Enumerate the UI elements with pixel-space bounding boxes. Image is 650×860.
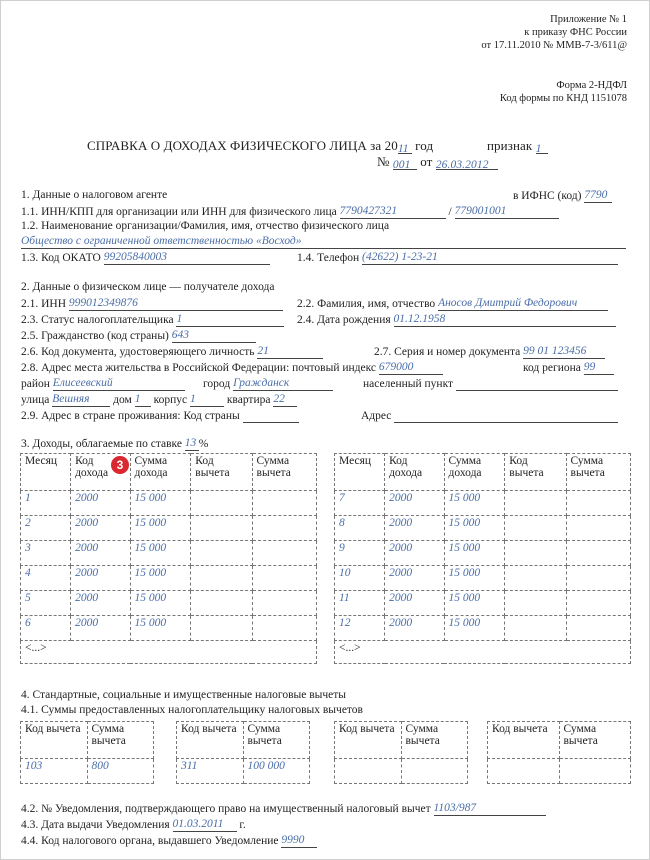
table-cell: 11 xyxy=(335,591,385,616)
citizen-value: 643 xyxy=(171,329,190,341)
form-name: Форма 2-НДФЛ xyxy=(556,80,627,91)
notice-org-row xyxy=(21,834,317,848)
table-row xyxy=(335,491,631,516)
deduction-cell: 100 000 xyxy=(243,759,310,784)
deduction-header-row xyxy=(177,722,310,759)
step-badge: 3 xyxy=(111,456,129,474)
region-row xyxy=(523,361,614,375)
table-cell xyxy=(252,491,316,516)
status-row xyxy=(21,313,284,327)
deduction-cell: 311 xyxy=(177,759,244,784)
table-cell: 15 000 xyxy=(444,541,505,566)
s1-ifns xyxy=(513,189,612,203)
table-cell: 10 xyxy=(335,566,385,591)
table-cell: 2000 xyxy=(71,616,130,641)
table-cell: 3 xyxy=(21,541,71,566)
appendix-line-2: к приказу ФНС России xyxy=(524,27,627,38)
table-cell: 5 xyxy=(21,591,71,616)
form-knd: Код формы по КНД 1151078 xyxy=(499,93,627,104)
table-header-row xyxy=(335,454,631,491)
s4-header: 4. Стандартные, социальные и имущественные налоговые вычеты xyxy=(21,689,346,701)
s2-inn-label: 2.1. ИНН xyxy=(21,298,67,310)
table-ellipsis-row xyxy=(335,641,631,664)
kpp-value: 779001001 xyxy=(454,205,507,217)
fio-row xyxy=(297,297,608,311)
street-value: Вешняя xyxy=(52,393,90,405)
table-cell: 15 000 xyxy=(130,541,191,566)
table-cell: 2000 xyxy=(71,491,130,516)
foreign-row xyxy=(21,409,299,423)
city-row xyxy=(203,377,333,391)
table-row xyxy=(335,541,631,566)
table-cell xyxy=(566,616,630,641)
s2-inn-row xyxy=(21,297,283,311)
rate-value: 13 xyxy=(184,437,197,449)
deduction-cell xyxy=(559,759,631,784)
addr-row xyxy=(21,361,443,375)
column-header: Сумма дохода xyxy=(130,454,191,491)
deduction-row xyxy=(488,759,631,784)
income-table-left xyxy=(20,453,317,664)
okato-value: 99205840003 xyxy=(103,251,167,263)
okato-label: 1.3. Код ОКАТО xyxy=(21,252,101,264)
docser-label: 2.7. Серия и номер документа xyxy=(374,346,521,358)
zip-value: 679000 xyxy=(378,361,414,373)
okato-row xyxy=(21,251,270,265)
deduction-cell xyxy=(401,759,468,784)
notice-date-value: 01.03.2011 xyxy=(172,818,224,830)
title-year: 11 xyxy=(397,143,409,155)
title-text: СПРАВКА О ДОХОДАХ ФИЗИЧЕСКОГО ЛИЦА за 20 xyxy=(87,138,398,153)
house-value: 1 xyxy=(134,393,141,405)
dob-row xyxy=(297,313,616,327)
table-row xyxy=(21,616,317,641)
table-cell xyxy=(566,516,630,541)
table-cell: 15 000 xyxy=(130,491,191,516)
table-cell: 15 000 xyxy=(444,616,505,641)
table-cell: 12 xyxy=(335,616,385,641)
table-cell: 9 xyxy=(335,541,385,566)
settlement-row xyxy=(363,377,618,391)
foreign-addr-label: Адрес xyxy=(361,410,392,422)
table-row xyxy=(335,516,631,541)
table-cell: 15 000 xyxy=(130,516,191,541)
appendix-block xyxy=(481,13,627,52)
deduction-column-header: Сумма вычета xyxy=(401,722,468,759)
column-header: Код вычета xyxy=(505,454,566,491)
s1-header: 1. Данные о налоговом агенте xyxy=(21,189,168,201)
ifns-label: в ИФНС (код) xyxy=(513,190,582,202)
s3-header-label: 3. Доходы, облагаемые по ставке xyxy=(21,438,182,450)
ifns-value: 7790 xyxy=(584,189,608,201)
sign-value: 1 xyxy=(535,143,542,155)
table-cell: 2000 xyxy=(385,491,444,516)
flat-value: 22 xyxy=(273,393,285,405)
notice-date-row xyxy=(21,818,246,832)
table-cell: 2000 xyxy=(385,516,444,541)
notice-date-label: 4.3. Дата выдачи Уведомления xyxy=(21,819,170,831)
title-number xyxy=(377,154,498,170)
from-label: от xyxy=(420,154,433,169)
table-cell xyxy=(191,566,252,591)
dob-value: 01.12.1958 xyxy=(393,313,446,325)
inn-value: 7790427321 xyxy=(339,205,398,217)
table-cell xyxy=(505,541,566,566)
table-cell: 15 000 xyxy=(130,566,191,591)
deduction-row xyxy=(21,759,154,784)
title-year-suffix: год xyxy=(415,138,434,153)
sign-label: признак xyxy=(487,138,533,153)
inn-kpp-separator: / xyxy=(448,206,452,218)
table-cell: 2 xyxy=(21,516,71,541)
table-cell: 2000 xyxy=(71,541,130,566)
deduction-row xyxy=(177,759,310,784)
table-cell xyxy=(252,566,316,591)
fio-label: 2.2. Фамилия, имя, отчество xyxy=(297,298,436,310)
table-cell: 8 xyxy=(335,516,385,541)
table-row xyxy=(335,616,631,641)
deduction-column-header: Код вычета xyxy=(488,722,560,759)
notice-row xyxy=(21,802,546,816)
fio-value: Аносов Дмитрий Федорович xyxy=(438,297,578,309)
table-cell: 2000 xyxy=(71,591,130,616)
deduction-header-row xyxy=(488,722,631,759)
table-ellipsis-row xyxy=(21,641,317,664)
table-ellipsis: <...> xyxy=(335,641,631,664)
deduction-column-header: Сумма вычета xyxy=(243,722,310,759)
table-cell: 15 000 xyxy=(444,491,505,516)
flat-label: квартира xyxy=(226,394,271,406)
org-value: Общество с ограниченной ответственностью «Восход» xyxy=(21,235,302,247)
s1-inn-row xyxy=(21,205,559,219)
table-header-row xyxy=(21,454,317,491)
doccode-label: 2.6. Код документа, удостоверяющего личность xyxy=(21,346,255,358)
table-cell: 15 000 xyxy=(444,591,505,616)
deduction-header-row xyxy=(335,722,468,759)
table-ellipsis: <...> xyxy=(21,641,317,664)
appendix-line-1: Приложение № 1 xyxy=(550,14,627,25)
phone-row xyxy=(297,251,618,265)
document-title xyxy=(87,138,433,154)
table-cell xyxy=(252,616,316,641)
deduction-cell: 800 xyxy=(87,759,154,784)
addr-label: 2.8. Адрес места жительства в Российской Федерации: почтовый индекс xyxy=(21,362,377,374)
district-row xyxy=(21,377,185,391)
no-value: 001 xyxy=(392,159,411,171)
table-cell xyxy=(191,516,252,541)
status-label: 2.3. Статус налогоплательщика xyxy=(21,314,174,326)
table-cell xyxy=(252,591,316,616)
table-cell xyxy=(505,616,566,641)
table-cell: 6 xyxy=(21,616,71,641)
table-cell: 2000 xyxy=(71,566,130,591)
docser-row xyxy=(374,345,605,359)
notice-label: 4.2. № Уведомления, подтверждающего право на имущественный налоговый вычет xyxy=(21,803,431,815)
dob-label: 2.4. Дата рождения xyxy=(297,314,391,326)
income-table-right xyxy=(334,453,631,664)
table-cell xyxy=(566,491,630,516)
rate-percent: % xyxy=(198,438,209,450)
table-cell xyxy=(566,591,630,616)
table-cell: 15 000 xyxy=(130,616,191,641)
no-label: № xyxy=(377,154,390,169)
district-label: район xyxy=(21,378,50,390)
column-header: Сумма вычета xyxy=(252,454,316,491)
foreign-label: 2.9. Адрес в стране проживания: Код страны xyxy=(21,410,240,422)
s4-sub: 4.1. Суммы предоставленных налогоплательщику налоговых вычетов xyxy=(21,704,363,716)
org-label: 1.2. Наименование организации/Фамилия, имя, отчество физического лица xyxy=(21,220,390,232)
table-row xyxy=(335,566,631,591)
form-code-block xyxy=(500,79,627,105)
phone-value: (42622) 1-23-21 xyxy=(362,251,438,263)
table-cell xyxy=(566,541,630,566)
table-row xyxy=(335,591,631,616)
notice-date-suffix: г. xyxy=(239,819,246,831)
date-value: 26.03.2012 xyxy=(435,159,489,171)
settlement-label: населенный пункт xyxy=(363,378,454,390)
s2-inn-value: 999012349876 xyxy=(68,297,138,309)
s3-header xyxy=(21,437,208,451)
street-row xyxy=(21,393,297,407)
region-label: код региона xyxy=(523,362,581,374)
table-cell: 2000 xyxy=(385,591,444,616)
docser-value: 99 01 123456 xyxy=(523,345,587,357)
table-cell: 15 000 xyxy=(444,516,505,541)
deduction-cell xyxy=(488,759,560,784)
status-value: 1 xyxy=(176,313,183,325)
table-cell: 2000 xyxy=(385,541,444,566)
table-cell xyxy=(191,616,252,641)
table-cell: 1 xyxy=(21,491,71,516)
doccode-row xyxy=(21,345,323,359)
table-cell xyxy=(191,591,252,616)
column-header: Код вычета xyxy=(191,454,252,491)
table-cell: 2000 xyxy=(385,566,444,591)
table-cell: 4 xyxy=(21,566,71,591)
district-value: Елисеевский xyxy=(52,377,113,389)
table-cell: 2000 xyxy=(71,516,130,541)
table-cell xyxy=(191,491,252,516)
table-cell: 7 xyxy=(335,491,385,516)
table-cell xyxy=(505,566,566,591)
doccode-value: 21 xyxy=(257,345,269,357)
table-row xyxy=(21,591,317,616)
column-header: Месяц xyxy=(335,454,385,491)
street-label: улица xyxy=(21,394,50,406)
column-header: Сумма вычета xyxy=(566,454,630,491)
notice-org-value: 9990 xyxy=(281,834,305,846)
notice-value: 1103/987 xyxy=(433,802,477,814)
deduction-column-header: Сумма вычета xyxy=(87,722,154,759)
table-cell: 15 000 xyxy=(130,591,191,616)
deduction-block-3 xyxy=(334,721,468,784)
city-value: Гражданск xyxy=(233,377,290,389)
table-row xyxy=(21,516,317,541)
table-cell xyxy=(252,516,316,541)
deduction-block-2 xyxy=(176,721,310,784)
column-header: Месяц xyxy=(21,454,71,491)
deduction-header-row xyxy=(21,722,154,759)
table-row xyxy=(21,566,317,591)
deduction-cell xyxy=(335,759,402,784)
column-header: Код дохода xyxy=(71,454,130,491)
deduction-row xyxy=(335,759,468,784)
notice-org-label: 4.4. Код налогового органа, выдавшего Уведомление xyxy=(21,835,279,847)
table-cell: 2000 xyxy=(385,616,444,641)
deduction-column-header: Код вычета xyxy=(335,722,402,759)
table-cell xyxy=(566,566,630,591)
table-row xyxy=(21,491,317,516)
inn-label: 1.1. ИНН/КПП для организации или ИНН для физического лица xyxy=(21,206,337,218)
table-row xyxy=(21,541,317,566)
region-value: 99 xyxy=(583,361,596,373)
table-cell xyxy=(191,541,252,566)
org-field xyxy=(21,235,626,249)
deduction-column-header: Сумма вычета xyxy=(559,722,631,759)
table-cell xyxy=(505,491,566,516)
citizen-label: 2.5. Гражданство (код страны) xyxy=(21,330,169,342)
column-header: Код дохода xyxy=(385,454,444,491)
deduction-column-header: Код вычета xyxy=(21,722,88,759)
korpus-value: 1 xyxy=(189,393,196,405)
table-cell xyxy=(252,541,316,566)
deduction-column-header: Код вычета xyxy=(177,722,244,759)
phone-label: 1.4. Телефон xyxy=(297,252,360,264)
table-cell xyxy=(505,516,566,541)
deduction-block-4 xyxy=(487,721,631,784)
table-cell xyxy=(505,591,566,616)
citizen-row xyxy=(21,329,256,343)
s2-header: 2. Данные о физическом лице — получателе дохода xyxy=(21,281,275,293)
deduction-cell: 103 xyxy=(21,759,88,784)
deduction-block-1 xyxy=(20,721,154,784)
title-sign xyxy=(487,138,548,154)
foreign-addr-row xyxy=(361,409,618,423)
korpus-label: корпус xyxy=(153,394,188,406)
table-cell: 15 000 xyxy=(444,566,505,591)
house-label: дом xyxy=(113,394,132,406)
city-label: город xyxy=(203,378,231,390)
appendix-line-3: от 17.11.2010 № ММВ-7-3/611@ xyxy=(481,40,627,51)
column-header: Сумма дохода xyxy=(444,454,505,491)
